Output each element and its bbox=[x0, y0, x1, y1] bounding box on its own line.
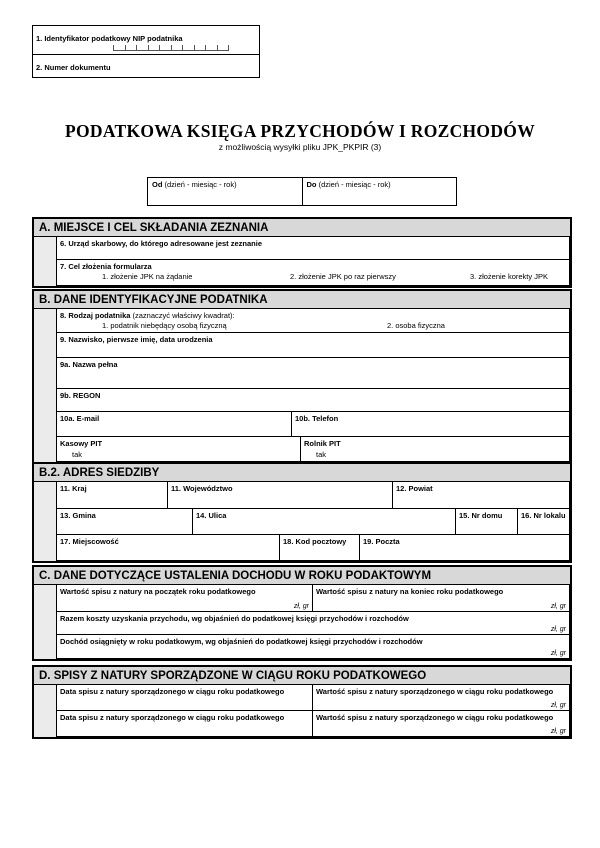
field-nazwisko-imie-label: 9. Nazwisko, pierwsze imię, data urodzenia bbox=[60, 335, 213, 344]
row-kasowy-rolnik bbox=[56, 436, 570, 462]
section-b2-body bbox=[34, 482, 570, 561]
field-miejscowosc[interactable] bbox=[57, 535, 279, 560]
section-a-body bbox=[34, 237, 570, 286]
field-dochod-label: Dochód osiągnięty w roku podatkowym, wg objaśnień do podatkowej księgi przychodów i rozchodów bbox=[60, 637, 423, 646]
option-osoba-fizyczna[interactable]: 2. osoba fizyczna bbox=[387, 321, 445, 330]
option-zlozenie-po-raz-pierwszy[interactable]: 2. złożenie JPK po raz pierwszy bbox=[290, 272, 396, 281]
row-kraj-wojewodztwo-powiat bbox=[56, 482, 570, 509]
nip-digit-boxes[interactable] bbox=[113, 45, 229, 51]
field-wartosc-spisu-1-label: Wartość spisu z natury sporządzonego w ciągu roku podatkowego bbox=[316, 687, 554, 696]
field-ulica[interactable] bbox=[192, 509, 455, 534]
field-wojewodztwo-label: 11. Województwo bbox=[171, 484, 233, 493]
row-miejscowosc-kod-poczta bbox=[56, 534, 570, 561]
nip-digit-cell[interactable] bbox=[171, 45, 183, 51]
field-gmina[interactable] bbox=[57, 509, 192, 534]
currency-hint: zł, gr bbox=[550, 626, 566, 633]
section-d-body bbox=[34, 685, 570, 737]
nip-digit-cell[interactable] bbox=[136, 45, 148, 51]
section-a bbox=[32, 217, 572, 288]
section-c-body bbox=[34, 585, 570, 659]
currency-hint: zł, gr bbox=[293, 603, 309, 610]
field-powiat[interactable] bbox=[392, 482, 569, 508]
field-rolnik-pit[interactable] bbox=[300, 437, 569, 461]
field-rolnik-pit-label: Rolnik PIT bbox=[304, 439, 341, 448]
nip-digit-cell[interactable] bbox=[217, 45, 230, 51]
nip-digit-cell[interactable] bbox=[182, 45, 194, 51]
nip-digit-cell[interactable] bbox=[125, 45, 137, 51]
currency-hint: zł, gr bbox=[550, 702, 566, 709]
option-podatnik-niebedacy-osoba-fizyczna[interactable]: 1. podatnik niebędący osobą fizyczną bbox=[102, 321, 227, 330]
currency-hint: zł, gr bbox=[550, 650, 566, 657]
field-regon-label: 9b. REGON bbox=[60, 391, 101, 400]
rodzaj-podatnika-options bbox=[57, 320, 569, 332]
cel-zlozenia-options bbox=[57, 271, 569, 283]
field-wartosc-spisu-2[interactable] bbox=[312, 711, 569, 736]
section-c-title: C. DANE DOTYCZĄCE USTALENIA DOCHODU W ROKU PODAKTOWYM bbox=[34, 567, 570, 585]
identifier-box bbox=[32, 25, 260, 78]
field-poczta[interactable] bbox=[359, 535, 569, 560]
section-b-body bbox=[34, 309, 570, 462]
field-spis-koniec[interactable] bbox=[312, 585, 569, 611]
section-b2 bbox=[32, 462, 572, 563]
row-spis-1 bbox=[56, 685, 570, 711]
field-email-label: 10a. E-mail bbox=[60, 414, 100, 423]
field-cel-zlozenia-label: 7. Cel złożenia formularza bbox=[60, 262, 152, 271]
field-email[interactable] bbox=[57, 412, 291, 436]
field-nazwisko-imie[interactable] bbox=[56, 332, 570, 358]
field-gmina-label: 13. Gmina bbox=[60, 511, 96, 520]
field-nr-lokalu-label: 16. Nr lokalu bbox=[521, 511, 566, 520]
field-urzad-skarbowy[interactable] bbox=[56, 237, 570, 260]
date-to-hint: (dzień - miesiąc - rok) bbox=[316, 180, 391, 189]
page-subtitle: z możliwością wysyłki pliku JPK_PKPIR (3) bbox=[218, 142, 382, 152]
date-from-hint: (dzień - miesiąc - rok) bbox=[162, 180, 237, 189]
page-title: PODATKOWA KSIĘGA PRZYCHODÓW I ROZCHODÓW bbox=[65, 121, 535, 141]
field-rodzaj-podatnika bbox=[56, 309, 570, 333]
section-a-title: A. MIEJSCE I CEL SKŁADANIA ZEZNANIA bbox=[34, 219, 570, 237]
field-rodzaj-podatnika-label bbox=[57, 309, 569, 320]
section-b2-title: B.2. ADRES SIEDZIBY bbox=[34, 464, 570, 482]
option-zlozenie-korekty[interactable]: 3. złożenie korekty JPK bbox=[470, 272, 548, 281]
field-miejscowosc-label: 17. Miejscowość bbox=[60, 537, 119, 546]
field-powiat-label: 12. Powiat bbox=[396, 484, 433, 493]
rolnik-pit-value: tak bbox=[316, 450, 327, 459]
document-number-field[interactable] bbox=[33, 55, 259, 77]
section-b-title: B. DANE IDENTYFIKACYJNE PODATNIKA bbox=[34, 291, 570, 309]
nip-digit-cell[interactable] bbox=[113, 45, 125, 51]
row-email-telefon bbox=[56, 411, 570, 437]
field-urzad-skarbowy-label: 6. Urząd skarbowy, do którego adresowane jest zeznanie bbox=[60, 239, 263, 248]
field-nr-lokalu[interactable] bbox=[517, 509, 569, 534]
date-from-field[interactable] bbox=[148, 178, 303, 205]
field-kasowy-pit-label: Kasowy PIT bbox=[60, 439, 103, 448]
field-kod-pocztowy[interactable] bbox=[279, 535, 359, 560]
field-data-spisu-2-label: Data spisu z natury sporządzonego w ciągu roku podatkowego bbox=[60, 713, 285, 722]
document-number-label: 2. Numer dokumentu bbox=[36, 63, 111, 72]
field-dochod[interactable] bbox=[56, 634, 570, 659]
field-cel-zlozenia bbox=[56, 259, 570, 286]
nip-digit-cell[interactable] bbox=[148, 45, 160, 51]
field-nazwa-pelna[interactable] bbox=[56, 357, 570, 389]
field-razem-koszty-label: Razem koszty uzyskania przychodu, wg objaśnień do podatkowej księgi przychodów i rozchodów bbox=[60, 614, 409, 623]
nip-digit-cell[interactable] bbox=[205, 45, 217, 51]
field-regon[interactable] bbox=[56, 388, 570, 412]
field-spis-koniec-label: Wartość spisu z natury na koniec roku podatkowego bbox=[316, 587, 504, 596]
row-gmina-ulica-nr bbox=[56, 508, 570, 535]
nip-label: 1. Identyfikator podatkowy NIP podatnika bbox=[36, 34, 183, 43]
currency-hint: zł, gr bbox=[550, 603, 566, 610]
date-to-field[interactable] bbox=[303, 178, 457, 205]
field-kraj-label: 11. Kraj bbox=[60, 484, 87, 493]
field-data-spisu-2[interactable] bbox=[57, 711, 312, 736]
nip-digit-cell[interactable] bbox=[194, 45, 206, 51]
field-data-spisu-1[interactable] bbox=[57, 685, 312, 710]
field-ulica-label: 14. Ulica bbox=[196, 511, 227, 520]
row-spis-2 bbox=[56, 710, 570, 737]
field-data-spisu-1-label: Data spisu z natury sporządzonego w ciągu roku podatkowego bbox=[60, 687, 285, 696]
section-b bbox=[32, 289, 572, 464]
field-wartosc-spisu-2-label: Wartość spisu z natury sporządzonego w ciągu roku podatkowego bbox=[316, 713, 554, 722]
field-poczta-label: 19. Poczta bbox=[363, 537, 400, 546]
field-nr-domu[interactable] bbox=[455, 509, 517, 534]
field-spis-poczatek[interactable] bbox=[57, 585, 312, 611]
field-kraj[interactable] bbox=[57, 482, 167, 508]
section-d bbox=[32, 665, 572, 739]
field-telefon-label: 10b. Telefon bbox=[295, 414, 339, 423]
field-nr-domu-label: 15. Nr domu bbox=[459, 511, 503, 520]
field-wartosc-spisu-1[interactable] bbox=[312, 685, 569, 710]
nip-digit-cell[interactable] bbox=[159, 45, 171, 51]
period-box bbox=[147, 177, 457, 206]
date-from-label: Od bbox=[152, 180, 163, 189]
currency-hint: zł, gr bbox=[550, 728, 566, 735]
field-wojewodztwo[interactable] bbox=[167, 482, 392, 508]
date-to-label: Do bbox=[306, 180, 317, 189]
field-razem-koszty[interactable] bbox=[56, 611, 570, 635]
nip-field[interactable] bbox=[33, 26, 259, 55]
section-d-title: D. SPISY Z NATURY SPORZĄDZONE W CIĄGU ROKU PODATKOWEGO bbox=[34, 667, 570, 685]
kasowy-pit-value: tak bbox=[72, 450, 83, 459]
field-kasowy-pit[interactable] bbox=[57, 437, 300, 461]
row-spis-natury bbox=[56, 585, 570, 612]
field-spis-poczatek-label: Wartość spisu z natury na początek roku podatkowego bbox=[60, 587, 256, 596]
field-nazwa-pelna-label: 9a. Nazwa pełna bbox=[60, 360, 118, 369]
rodzaj-podatnika-label-bold: 8. Rodzaj podatnika bbox=[60, 311, 133, 320]
option-zlozenie-na-zadanie[interactable]: 1. złożenie JPK na żądanie bbox=[102, 272, 193, 281]
rodzaj-podatnika-hint: (zaznaczyć właściwy kwadrat): bbox=[132, 311, 235, 320]
section-c bbox=[32, 565, 572, 661]
field-kod-pocztowy-label: 18. Kod pocztowy bbox=[283, 537, 347, 546]
field-telefon[interactable] bbox=[291, 412, 569, 436]
